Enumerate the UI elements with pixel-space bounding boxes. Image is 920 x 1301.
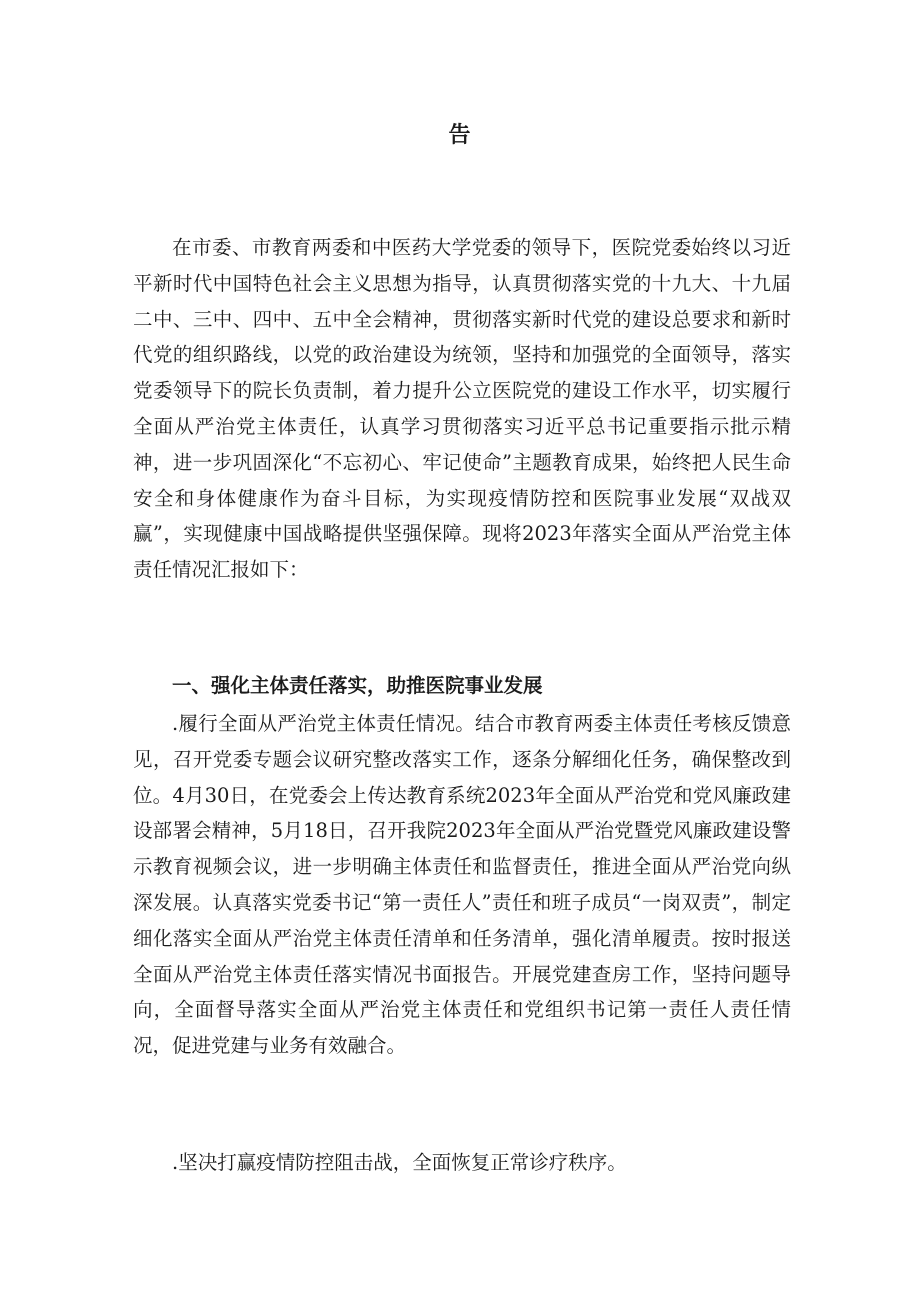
responsibility-paragraph: .履行全面从严治党主体责任情况。结合市教育两委主体责任考核反馈意见，召开党委专题会议研究整改落实工作，逐条分解细化任务，确保整改到位。4月30日，在党委会上传达教育系统2023年全面从严治党和党风廉政建设部署会精神，5月18日，召开我院2023年全面从严治党暨党风廉政建设警示教育视频会议，进一步明确主体责任和监督责任，推进全面从严治党向纵深发展。认真落实党委书记“第一责任人”责任和班子成员“一岗双责”，制定细化落实全面从严治党主体责任清单和任务清单，强化清单履责。按时报送全面从严治党主体责任落实情况书面报告。开展党建查房工作，坚持问题导向，全面督导落实全面从严治党主体责任和党组织书记第一责任人责任情况，促进党建与业务有效融合。 [133, 712, 791, 1058]
intro-paragraph: 在市委、市教育两委和中医药大学党委的领导下，医院党委始终以习近平新时代中国特色社会主义思想为指导，认真贯彻落实党的十九大、十九届二中、三中、四中、五中全会精神，贯彻落实新时代党的建设总要求和新时代党的组织路线，以党的政治建设为统领，坚持和加强党的全面领导，落实党委领导下的院长负责制，着力提升公立医院党的建设工作水平，切实履行全面从严治党主体责任，认真学习贯彻落实习近平总书记重要指示批示精神，进一步巩固深化“不忘初心、牢记使命”主题教育成果，始终把人民生命安全和身体健康作为奋斗目标，为实现疫情防控和医院事业发展“双战双赢”，实现健康中国战略提供坚强保障。现将2023年落实全面从严治党主体责任情况汇报如下： [133, 236, 791, 582]
document-title: 告 [448, 122, 472, 148]
section-1-heading: 一、强化主体责任落实，助推医院事业发展 [172, 674, 543, 697]
epidemic-paragraph: .坚决打赢疫情防控阻击战，全面恢复正常诊疗秩序。 [172, 1151, 627, 1174]
